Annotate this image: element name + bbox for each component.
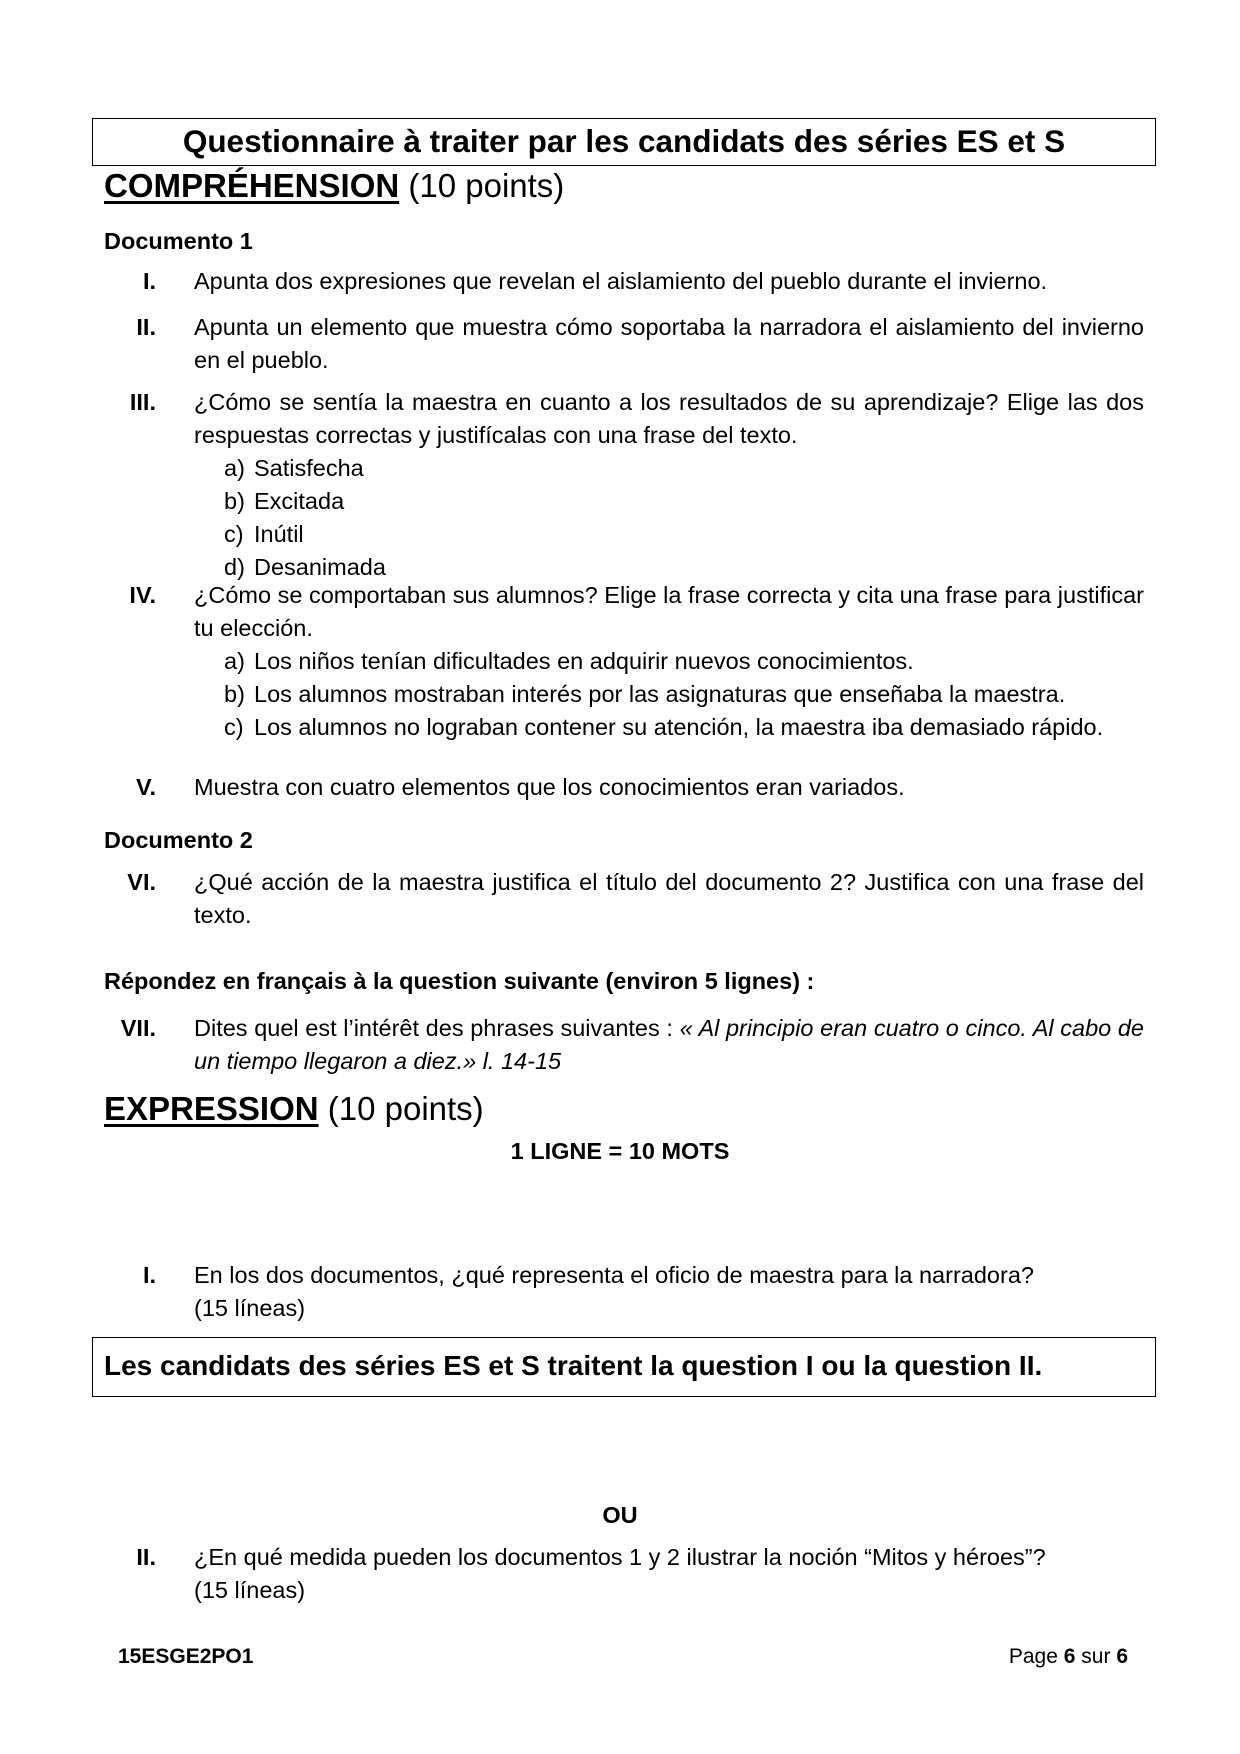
option-key: c)	[224, 521, 244, 547]
question-text-plain: Dites quel est l’intérêt des phrases suivantes :	[194, 1015, 680, 1041]
option-key: d)	[224, 554, 245, 580]
expression-heading-word: EXPRESSION	[104, 1090, 319, 1127]
sur-word: sur	[1081, 1645, 1111, 1668]
option-key: b)	[224, 488, 245, 514]
question-2	[104, 311, 1144, 377]
expression-points: (10 points)	[327, 1090, 484, 1127]
question-7	[104, 1012, 1144, 1078]
expression-heading	[104, 1089, 484, 1129]
question-number: I.	[142, 1262, 156, 1288]
option-text: Los alumnos mostraban interés por las asignaturas que enseñaba la maestra.	[254, 681, 1066, 707]
option-item	[224, 452, 1144, 485]
option-key: a)	[224, 455, 245, 481]
questionnaire-title: Questionnaire à traiter par les candidats des séries ES et S	[182, 123, 1066, 159]
question-text	[194, 1012, 1144, 1078]
document-1-label: Documento 1	[104, 228, 253, 254]
option-key: a)	[224, 648, 245, 674]
option-key: b)	[224, 681, 245, 707]
question-1	[104, 265, 1144, 298]
expression-note-box	[92, 1337, 1156, 1397]
question-number: IV.	[129, 582, 156, 608]
page-total: 6	[1116, 1645, 1128, 1668]
question-number: VII.	[120, 1015, 156, 1041]
french-answer-instruction: Répondez en français à la question suivante (environ 5 lignes) :	[104, 968, 815, 994]
option-text: Los niños tenían dificultades en adquirir nuevos conocimientos.	[254, 648, 914, 674]
option-key: c)	[224, 714, 244, 740]
comprehension-heading	[104, 166, 564, 206]
option-item	[224, 645, 1144, 678]
question-number: I.	[142, 268, 156, 294]
document-2-label: Documento 2	[104, 827, 253, 853]
question-number: III.	[129, 389, 156, 415]
question-text: ¿En qué medida pueden los documentos 1 y 2 ilustrar la noción “Mitos y héroes”?	[194, 1544, 1046, 1570]
question-text: Apunta un elemento que muestra cómo soportaba la narradora el aislamiento del invierno en el pueblo.	[194, 314, 1144, 373]
exam-code: 15ESGE2PO1	[118, 1645, 254, 1668]
page-word: Page	[1008, 1645, 1058, 1668]
option-text: Los alumnos no lograban contener su atención, la maestra iba demasiado rápido.	[254, 714, 1104, 740]
question-length: (15 líneas)	[194, 1295, 306, 1321]
question-number: II.	[136, 314, 156, 340]
option-text: Inútil	[254, 521, 304, 547]
option-text: Excitada	[254, 488, 345, 514]
comprehension-heading-word: COMPRÉHENSION	[104, 167, 400, 204]
page-current: 6	[1063, 1645, 1076, 1668]
comprehension-points: (10 points)	[408, 167, 565, 204]
or-separator: OU	[602, 1502, 638, 1528]
page-number	[1009, 1643, 1128, 1671]
option-item	[224, 678, 1144, 711]
question-5	[104, 771, 1144, 804]
word-count-rule: 1 LIGNE = 10 MOTS	[510, 1138, 730, 1164]
question-length: (15 líneas)	[194, 1577, 306, 1603]
question-text: ¿Qué acción de la maestra justifica el título del documento 2? Justifica con una frase del texto.	[194, 869, 1144, 928]
question-text: ¿Cómo se sentía la maestra en cuanto a los resultados de su aprendizaje? Elige las dos respuestas correctas y justifícalas con una frase del texto.	[194, 389, 1144, 448]
question-number: VI.	[127, 869, 156, 895]
option-item	[224, 518, 1144, 551]
expression-question-1	[104, 1259, 1144, 1325]
question-quote: « Al principio eran cuatro o cinco. Al cabo de un tiempo llegaron a diez.» l. 14-15	[194, 1015, 1144, 1074]
questionnaire-title-box	[92, 118, 1156, 166]
option-item	[224, 711, 1144, 744]
question-3	[104, 386, 1144, 584]
question-text: En los dos documentos, ¿qué representa el oficio de maestra para la narradora?	[194, 1262, 1034, 1288]
question-number: II.	[136, 1544, 156, 1570]
option-item	[224, 485, 1144, 518]
option-text: Desanimada	[254, 554, 386, 580]
option-text: Satisfecha	[254, 455, 364, 481]
question-text: Muestra con cuatro elementos que los conocimientos eran variados.	[194, 774, 905, 800]
question-text: ¿Cómo se comportaban sus alumnos? Elige la frase correcta y cita una frase para justificar tu elección.	[194, 582, 1144, 641]
question-6	[104, 866, 1144, 932]
expression-note: Les candidats des séries ES et S traitent la question I ou la question II.	[104, 1350, 1043, 1381]
question-number: V.	[135, 774, 156, 800]
question-4	[104, 579, 1144, 744]
question-text: Apunta dos expresiones que revelan el aislamiento del pueblo durante el invierno.	[194, 268, 1048, 294]
expression-question-2	[104, 1541, 1144, 1607]
